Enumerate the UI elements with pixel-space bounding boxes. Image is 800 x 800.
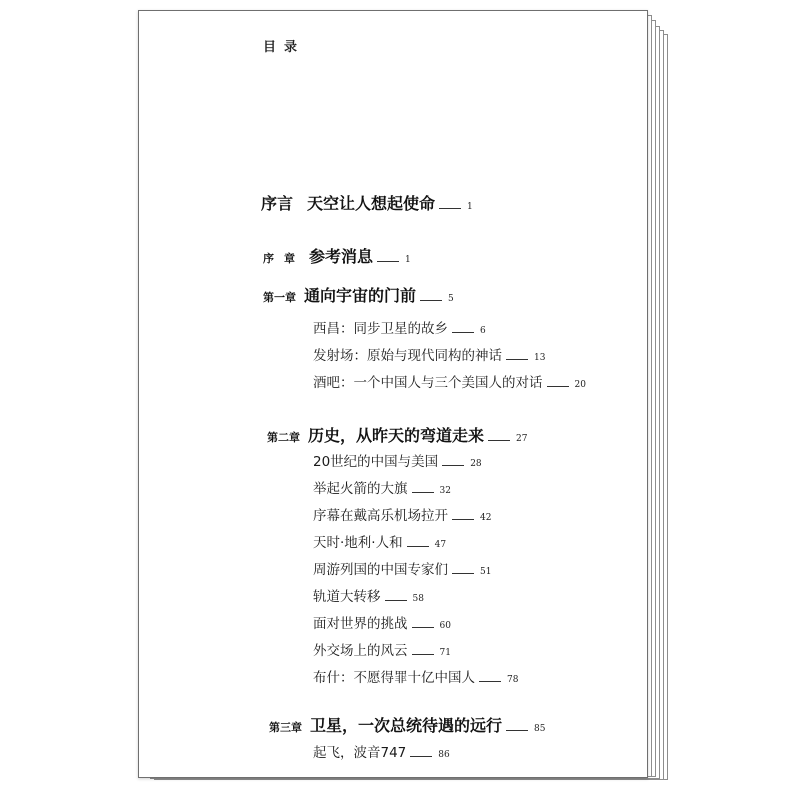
leader-line bbox=[506, 729, 528, 731]
leader-line bbox=[377, 260, 399, 262]
section-title: 轨道大转移 bbox=[313, 589, 381, 605]
leader-line bbox=[452, 518, 474, 520]
page-number: 71 bbox=[439, 648, 451, 658]
section-title: 酒吧：一个中国人与三个美国人的对话 bbox=[313, 375, 543, 391]
toc-entry-prologue bbox=[263, 244, 411, 267]
page-number: 42 bbox=[480, 513, 492, 523]
toc-entry-preface bbox=[261, 191, 473, 214]
page-number: 51 bbox=[480, 567, 492, 577]
toc-entry-section bbox=[313, 371, 586, 391]
page-number: 86 bbox=[438, 750, 450, 760]
page-number: 78 bbox=[507, 675, 519, 685]
toc-entry-section bbox=[313, 504, 491, 524]
chapter-label: 第一章 bbox=[263, 291, 296, 304]
toc-entry-section bbox=[313, 612, 451, 632]
toc-entry-section bbox=[313, 344, 545, 364]
page-number: 20 bbox=[574, 380, 586, 390]
toc-entry-section bbox=[313, 639, 451, 659]
section-title: 面对世界的挑战 bbox=[313, 616, 408, 632]
leader-line bbox=[547, 385, 569, 387]
chapter-title: 通向宇宙的门前 bbox=[304, 286, 417, 305]
section-title: 天时·地利·人和 bbox=[313, 535, 403, 551]
prologue-title: 参考消息 bbox=[309, 247, 374, 266]
leader-line bbox=[442, 464, 464, 466]
toc-heading: 目录 bbox=[263, 40, 306, 55]
leader-line bbox=[385, 599, 407, 601]
section-title: 布什：不愿得罪十亿中国人 bbox=[313, 670, 475, 686]
section-title: 序幕在戴高乐机场拉开 bbox=[313, 508, 448, 524]
section-title: 周游列国的中国专家们 bbox=[313, 562, 448, 578]
toc-entry-section bbox=[313, 558, 491, 578]
toc-entry-section bbox=[313, 531, 446, 551]
page-number: 47 bbox=[434, 540, 447, 550]
leader-line bbox=[452, 331, 474, 333]
page-number: 27 bbox=[516, 434, 528, 444]
page-number: 85 bbox=[534, 724, 546, 734]
section-title: 20世纪的中国与美国 bbox=[313, 454, 439, 470]
toc-entry-section bbox=[313, 317, 486, 337]
leader-line bbox=[506, 358, 528, 360]
section-title: 举起火箭的大旗 bbox=[313, 481, 408, 497]
leader-line bbox=[407, 545, 429, 547]
page-number: 28 bbox=[470, 459, 482, 469]
toc-entry-section bbox=[313, 477, 451, 497]
leader-line bbox=[412, 491, 434, 493]
chapter-title: 历史，从昨天的弯道走来 bbox=[308, 426, 485, 445]
toc-entry-section bbox=[313, 666, 518, 686]
chapter-label: 第三章 bbox=[269, 721, 302, 734]
chapter-label: 第二章 bbox=[267, 431, 300, 444]
toc-entry-section bbox=[313, 741, 450, 761]
toc-entry-section bbox=[313, 585, 424, 605]
leader-line bbox=[479, 680, 501, 682]
preface-label: 序言 bbox=[261, 194, 294, 213]
toc-page bbox=[138, 10, 648, 778]
toc-entry-chapter-1 bbox=[263, 283, 454, 306]
page-number: 6 bbox=[480, 326, 486, 336]
page-number: 1 bbox=[405, 255, 411, 265]
leader-line bbox=[439, 207, 461, 209]
leader-line bbox=[412, 626, 434, 628]
page-number: 32 bbox=[439, 486, 451, 496]
page-number: 5 bbox=[448, 294, 454, 304]
prologue-label: 序章 bbox=[263, 252, 305, 265]
section-title: 外交场上的风云 bbox=[313, 643, 408, 659]
toc-entry-chapter-2 bbox=[267, 423, 527, 446]
leader-line bbox=[452, 572, 474, 574]
page-number: 60 bbox=[439, 621, 451, 631]
page-number: 13 bbox=[534, 353, 546, 363]
page-number: 1 bbox=[467, 202, 473, 212]
toc-entry-chapter-3 bbox=[269, 713, 545, 736]
leader-line bbox=[412, 653, 434, 655]
leader-line bbox=[410, 755, 432, 757]
page-number: 58 bbox=[412, 594, 424, 604]
toc-entry-section bbox=[313, 450, 482, 470]
section-title: 西昌：同步卫星的故乡 bbox=[313, 321, 448, 337]
chapter-title: 卫星，一次总统待遇的远行 bbox=[310, 716, 503, 735]
section-title: 起飞，波音747 bbox=[313, 745, 407, 761]
leader-line bbox=[488, 439, 510, 441]
leader-line bbox=[420, 299, 442, 301]
preface-title: 天空让人想起使命 bbox=[307, 194, 436, 213]
section-title: 发射场：原始与现代同构的神话 bbox=[313, 348, 502, 364]
